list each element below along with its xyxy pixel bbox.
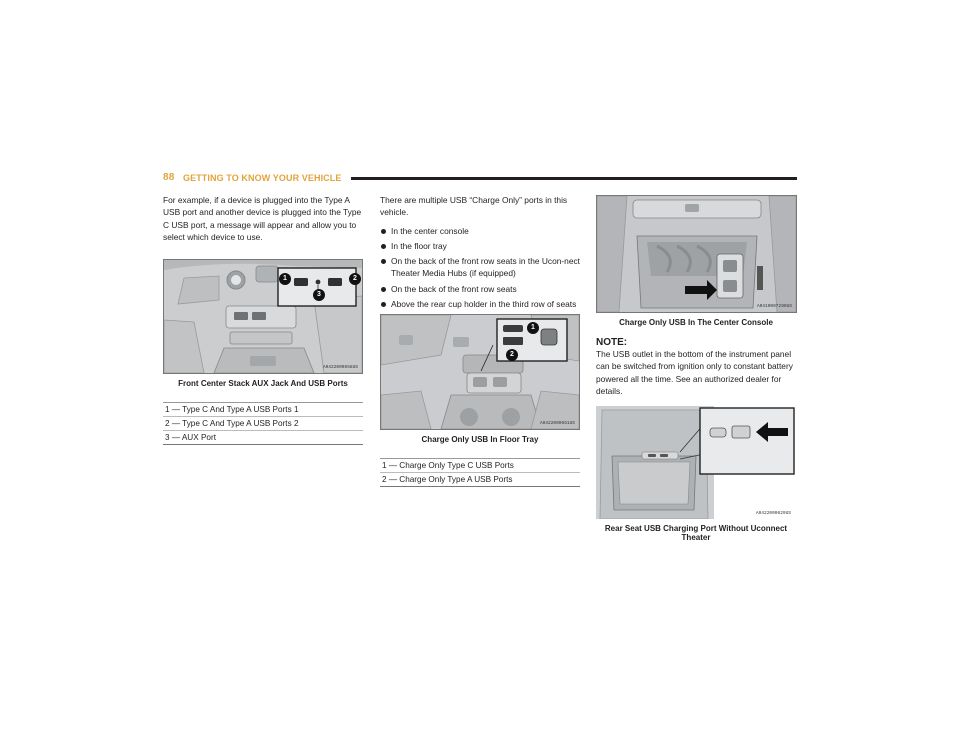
list-item: Above the rear cup holder in the third row of seats xyxy=(380,298,580,310)
figure-code: A0422000661US xyxy=(539,421,575,427)
list-item: In the center console xyxy=(380,225,580,237)
column-2 xyxy=(380,194,580,487)
center-console-illustration xyxy=(597,196,796,312)
list-item: In the floor tray xyxy=(380,240,580,252)
bullet-icon xyxy=(381,244,386,249)
intro-paragraph-2: There are multiple USB “Charge Only” ports in this vehicle. xyxy=(380,195,568,218)
list-item: On the back of the front row seats xyxy=(380,283,580,295)
callout-row: 3 — AUX Port xyxy=(163,431,363,445)
bullet-icon xyxy=(381,259,386,264)
callout-row: 2 — Type C And Type A USB Ports 2 xyxy=(163,417,363,431)
figure-center-console xyxy=(596,195,797,313)
section-title: GETTING TO KNOW YOUR VEHICLE xyxy=(183,173,342,183)
figure-floor-tray xyxy=(380,314,580,430)
callout-badge-1: 1 xyxy=(527,322,539,334)
figure-front-center-stack xyxy=(163,259,363,374)
list-item: On the back of the front row seats in the Ucon-nect Theater Media Hubs (if equipped) xyxy=(380,255,580,280)
bullet-icon xyxy=(381,229,386,234)
figure-code: A0410007290US xyxy=(756,304,792,309)
page-header xyxy=(163,172,797,186)
callout-badge-2: 2 xyxy=(506,349,518,361)
bullet-icon xyxy=(381,302,386,307)
bullet-icon xyxy=(381,287,386,292)
figure-code: A0422000658US xyxy=(322,365,358,371)
callout-badge-2: 2 xyxy=(349,273,361,285)
callout-row: 1 — Type C And Type A USB Ports 1 xyxy=(163,403,363,417)
floor-tray-illustration xyxy=(381,315,579,429)
callout-badge-1: 1 xyxy=(279,273,291,285)
figure-caption: Rear Seat USB Charging Port Without Uconnect Theater xyxy=(604,524,788,543)
front-center-stack-illustration xyxy=(164,260,362,373)
figure-caption: Charge Only USB In The Center Console xyxy=(619,318,773,327)
intro-paragraph-1: For example, if a device is plugged into the Type A USB port and another device is plugged into the Type C USB port, a message will appear and allow you to select which device to use. xyxy=(163,195,362,242)
callout-table xyxy=(163,402,363,445)
figure-rear-seat-usb xyxy=(596,406,795,519)
header-rule xyxy=(351,177,797,180)
usb-location-list xyxy=(380,225,580,311)
page-number: 88 xyxy=(163,172,175,183)
callout-row: 1 — Charge Only Type C USB Ports xyxy=(380,459,580,473)
column-3 xyxy=(596,194,796,542)
figure-caption: Charge Only USB In Floor Tray xyxy=(421,435,539,445)
figure-code: A0422000629US xyxy=(755,511,791,517)
callout-badge-3: 3 xyxy=(313,289,325,301)
note-title: NOTE: xyxy=(596,337,628,348)
figure-caption: Front Center Stack AUX Jack And USB Ports xyxy=(178,379,348,389)
note-text: The USB outlet in the bottom of the instrument panel can be switched from ignition only to constant battery powered all the time. See an authorized dealer for details. xyxy=(596,349,793,396)
column-1 xyxy=(163,194,363,445)
rear-seat-usb-illustration xyxy=(596,406,795,519)
callout-table xyxy=(380,458,580,487)
callout-row: 2 — Charge Only Type A USB Ports xyxy=(380,473,580,487)
